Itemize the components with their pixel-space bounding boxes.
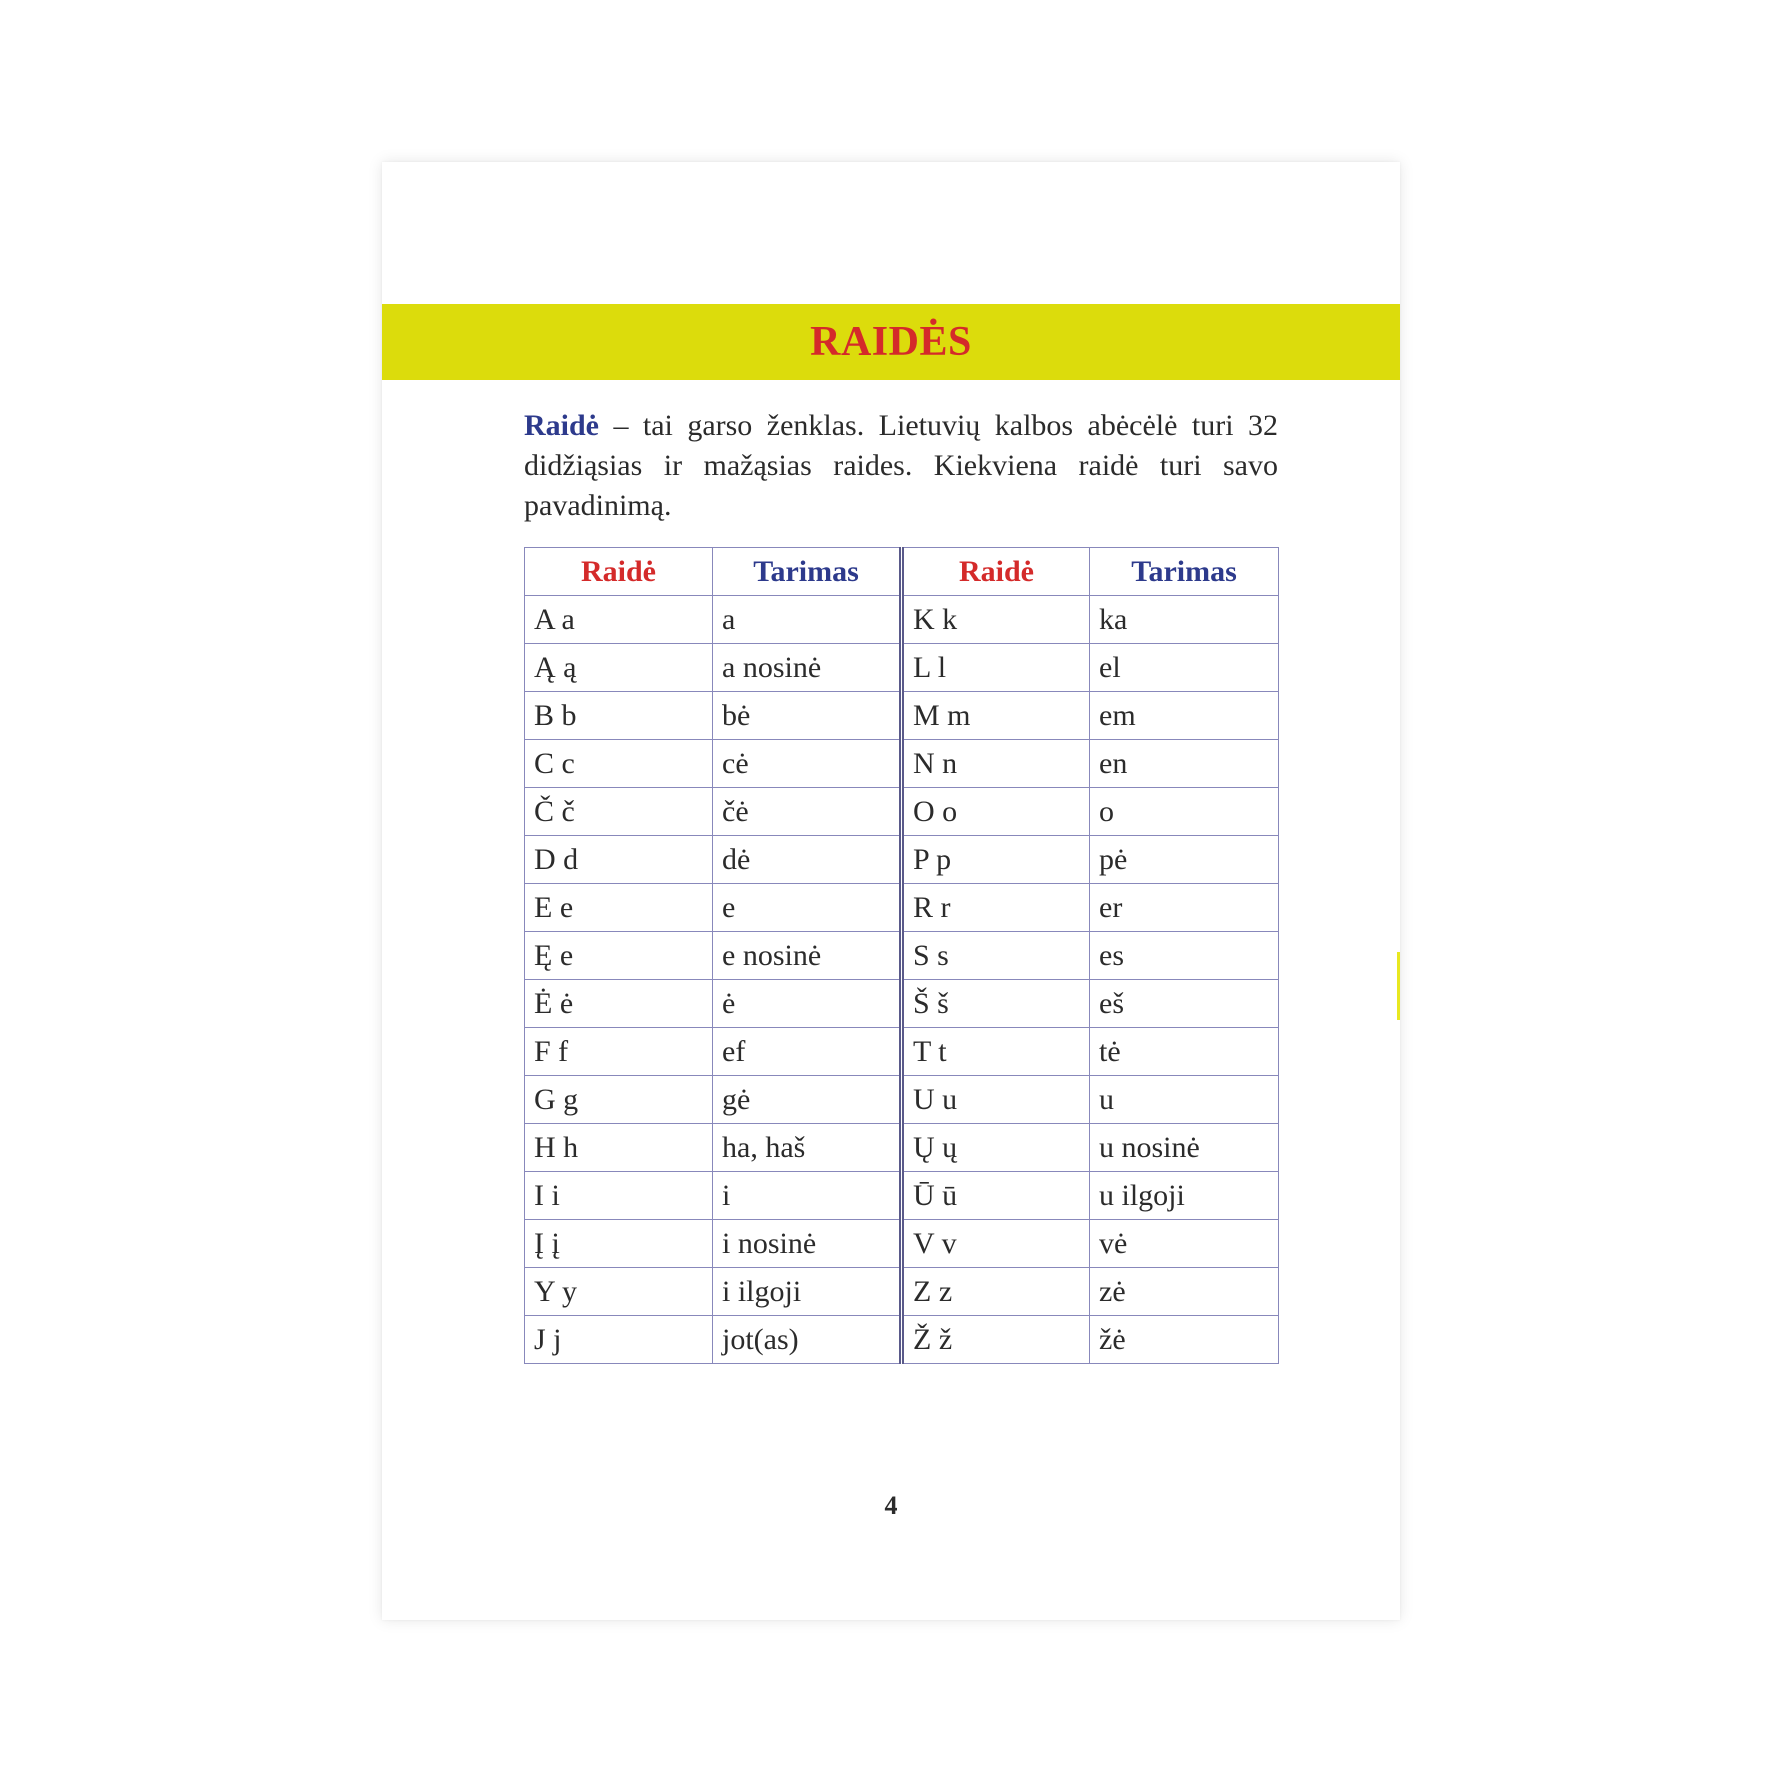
cell-pronunciation-left: bė: [713, 692, 902, 740]
cell-letter-left: Į į: [525, 1220, 713, 1268]
cell-letter-right: O o: [902, 788, 1090, 836]
table-row: [525, 692, 1279, 740]
cell-letter-right: R r: [902, 884, 1090, 932]
table-row: [525, 836, 1279, 884]
cell-pronunciation-left: dė: [713, 836, 902, 884]
table-row: [525, 1316, 1279, 1364]
cell-pronunciation-right: es: [1090, 932, 1279, 980]
intro-term: Raidė: [524, 409, 599, 442]
cell-letter-left: J j: [525, 1316, 713, 1364]
cell-pronunciation-left: ė: [713, 980, 902, 1028]
table-row: [525, 932, 1279, 980]
table-row: [525, 1220, 1279, 1268]
cell-letter-left: H h: [525, 1124, 713, 1172]
cell-pronunciation-right: pė: [1090, 836, 1279, 884]
table-row: [525, 1076, 1279, 1124]
cell-pronunciation-right: en: [1090, 740, 1279, 788]
cell-pronunciation-left: i: [713, 1172, 902, 1220]
cell-pronunciation-right: o: [1090, 788, 1279, 836]
cell-letter-left: G g: [525, 1076, 713, 1124]
header-pronunciation-right: Tarimas: [1090, 548, 1279, 596]
alphabet-table: [524, 547, 1279, 1364]
table-row: [525, 1124, 1279, 1172]
cell-pronunciation-right: tė: [1090, 1028, 1279, 1076]
cell-pronunciation-right: u nosinė: [1090, 1124, 1279, 1172]
cell-letter-right: Ų ų: [902, 1124, 1090, 1172]
cell-letter-right: K k: [902, 596, 1090, 644]
cell-letter-left: A a: [525, 596, 713, 644]
cell-letter-left: C c: [525, 740, 713, 788]
cell-letter-left: E e: [525, 884, 713, 932]
cell-letter-right: L l: [902, 644, 1090, 692]
title-band: [382, 304, 1400, 380]
alphabet-table-body: [525, 596, 1279, 1364]
table-row: [525, 1028, 1279, 1076]
cell-pronunciation-right: žė: [1090, 1316, 1279, 1364]
cell-pronunciation-right: el: [1090, 644, 1279, 692]
cell-letter-right: Ū ū: [902, 1172, 1090, 1220]
cell-pronunciation-left: e: [713, 884, 902, 932]
cell-pronunciation-right: vė: [1090, 1220, 1279, 1268]
cell-pronunciation-left: ef: [713, 1028, 902, 1076]
cell-letter-right: U u: [902, 1076, 1090, 1124]
cell-pronunciation-right: u ilgoji: [1090, 1172, 1279, 1220]
cell-letter-right: Z z: [902, 1268, 1090, 1316]
cell-pronunciation-left: e nosinė: [713, 932, 902, 980]
cell-pronunciation-left: i ilgoji: [713, 1268, 902, 1316]
cell-letter-right: Š š: [902, 980, 1090, 1028]
cell-pronunciation-left: jot(as): [713, 1316, 902, 1364]
table-row: [525, 644, 1279, 692]
cell-pronunciation-left: i nosinė: [713, 1220, 902, 1268]
page-title: RAIDĖS: [810, 319, 972, 365]
cell-letter-right: M m: [902, 692, 1090, 740]
cell-pronunciation-right: ka: [1090, 596, 1279, 644]
intro-paragraph: [524, 406, 1278, 526]
cell-letter-right: Ž ž: [902, 1316, 1090, 1364]
cell-letter-left: Ą ą: [525, 644, 713, 692]
cell-letter-right: N n: [902, 740, 1090, 788]
cell-letter-left: I i: [525, 1172, 713, 1220]
cell-letter-left: Ė ė: [525, 980, 713, 1028]
table-row: [525, 596, 1279, 644]
intro-text: – tai garso ženklas. Lietuvių kalbos abėcėlė turi 32 didžiąsias ir mažąsias raides. Kiekviena raidė turi savo pavadinimą.: [524, 409, 1278, 522]
cell-pronunciation-left: ha, haš: [713, 1124, 902, 1172]
table-row: [525, 1268, 1279, 1316]
cell-letter-right: T t: [902, 1028, 1090, 1076]
header-letter-left: Raidė: [525, 548, 713, 596]
cell-pronunciation-left: gė: [713, 1076, 902, 1124]
table-row: [525, 980, 1279, 1028]
cell-letter-right: P p: [902, 836, 1090, 884]
cell-pronunciation-left: a: [713, 596, 902, 644]
header-pronunciation-left: Tarimas: [713, 548, 902, 596]
table-row: [525, 788, 1279, 836]
cell-letter-left: Y y: [525, 1268, 713, 1316]
cell-pronunciation-right: er: [1090, 884, 1279, 932]
cell-pronunciation-right: em: [1090, 692, 1279, 740]
cell-letter-left: Ę e: [525, 932, 713, 980]
table-row: [525, 884, 1279, 932]
cell-letter-left: F f: [525, 1028, 713, 1076]
table-row: [525, 740, 1279, 788]
book-page: [382, 162, 1400, 1620]
page-edge-marker: [1397, 952, 1400, 1020]
cell-pronunciation-right: eš: [1090, 980, 1279, 1028]
cell-pronunciation-left: čė: [713, 788, 902, 836]
table-header-row: [525, 548, 1279, 596]
cell-pronunciation-left: a nosinė: [713, 644, 902, 692]
cell-letter-left: Č č: [525, 788, 713, 836]
table-row: [525, 1172, 1279, 1220]
page-number: 4: [884, 1491, 898, 1520]
cell-letter-right: S s: [902, 932, 1090, 980]
cell-pronunciation-left: cė: [713, 740, 902, 788]
cell-letter-right: V v: [902, 1220, 1090, 1268]
header-letter-right: Raidė: [902, 548, 1090, 596]
cell-letter-left: B b: [525, 692, 713, 740]
cell-pronunciation-right: u: [1090, 1076, 1279, 1124]
cell-letter-left: D d: [525, 836, 713, 884]
cell-pronunciation-right: zė: [1090, 1268, 1279, 1316]
